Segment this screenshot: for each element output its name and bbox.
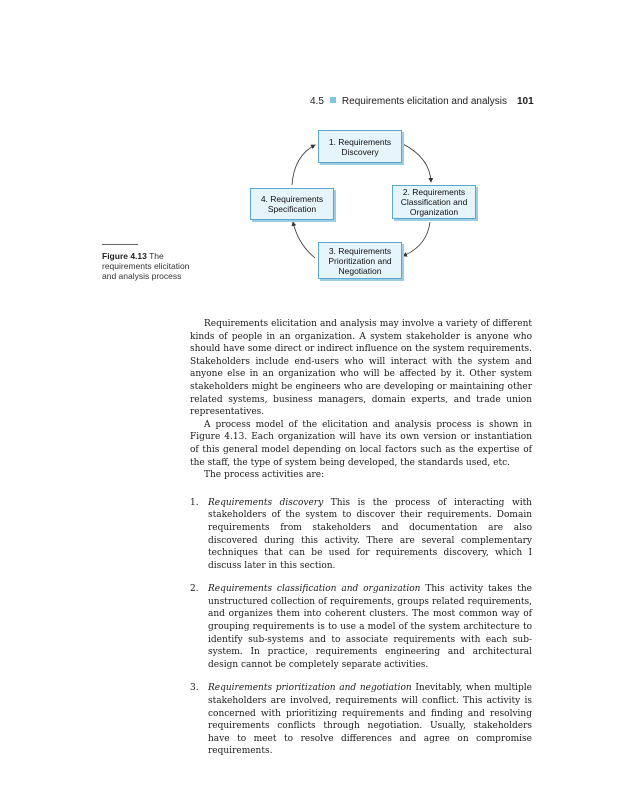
list-item — [190, 583, 532, 671]
arrow-1-to-2 — [403, 144, 431, 182]
item-term: Requirements classification and organization — [208, 584, 421, 595]
running-header — [310, 96, 535, 107]
list-item — [190, 682, 532, 758]
item-term: Requirements discovery — [208, 497, 324, 508]
section-title: Requirements elicitation and analysis — [341, 96, 507, 107]
item-text: This activity takes the unstructured collection of requirements, groups related requirements, and organizes them into coherent clusters. The most common way of grouping requirements is to use a model of the system architecture to identify sub-systems and to associate requirements with each sub-system. In practice, requirements engineering and architectural design cannot be completely separate activities. — [208, 584, 532, 670]
arrow-3-to-4 — [293, 222, 315, 258]
arrow-2-to-3 — [403, 222, 430, 256]
arrow-4-to-1 — [292, 145, 315, 185]
paragraph-1: Requirements elicitation and analysis may involve a variety of different kinds of people in an organization. A system stakeholder is anyone who should have some direct or indirect influence on the system requirements. Stakeholders include end-users who will interact with the system and anyone else in an organization who will be affected by it. Other system stakeholders might be engineers who are developing or maintaining other related systems, business managers, domain experts, and trade union representatives. — [190, 319, 532, 418]
item-term: Requirements prioritization and negotiation — [208, 683, 412, 694]
item-text: Inevitably, when multiple stakeholders are involved, requirements will conflict. This activity is concerned with prioritizing requirements and finding and resolving requirements conflicts through negotiation. Usually, stakeholders have to meet to resolve differences and agree on compromise requirements. — [208, 683, 533, 757]
node-requirements-prioritization: 3. Requirements Prioritization and Negotiation — [318, 242, 402, 279]
square-bullet-icon — [330, 97, 336, 103]
process-diagram — [190, 118, 490, 298]
caption-rule — [102, 244, 138, 245]
item-number: 3. — [190, 683, 199, 694]
figure-label: Figure 4.13 — [102, 251, 147, 261]
body-text — [190, 318, 532, 769]
item-number: 2. — [190, 584, 199, 595]
activities-list — [190, 497, 532, 758]
node-requirements-classification: 2. Requirements Classification and Organization — [392, 185, 476, 219]
node-requirements-specification: 4. Requirements Specification — [250, 188, 334, 220]
item-text: This is the process of interacting with stakeholders of the system to discover their requirements. Domain requirements from stakeholders and documentation are also discovered during this activity. There are several complementary techniques that can be used for requirements discovery, which I discuss later in this section. — [208, 497, 532, 571]
node-requirements-discovery: 1. Requirements Discovery — [318, 130, 402, 163]
page-number: 101 — [517, 96, 534, 107]
list-item — [190, 497, 532, 573]
caption-text: The requirements elicitation and analysis process — [102, 251, 190, 281]
item-number: 1. — [190, 497, 199, 508]
paragraph-2: A process model of the elicitation and analysis process is shown in Figure 4.13. Each organization will have its own version or instantiation of this general model depending on local factors such as the expertise of the staff, the type of system being developed, the standards used, etc. — [190, 419, 532, 468]
paragraph-3: The process activities are: — [204, 470, 325, 481]
figure-caption — [102, 244, 202, 281]
section-number: 4.5 — [310, 96, 324, 107]
